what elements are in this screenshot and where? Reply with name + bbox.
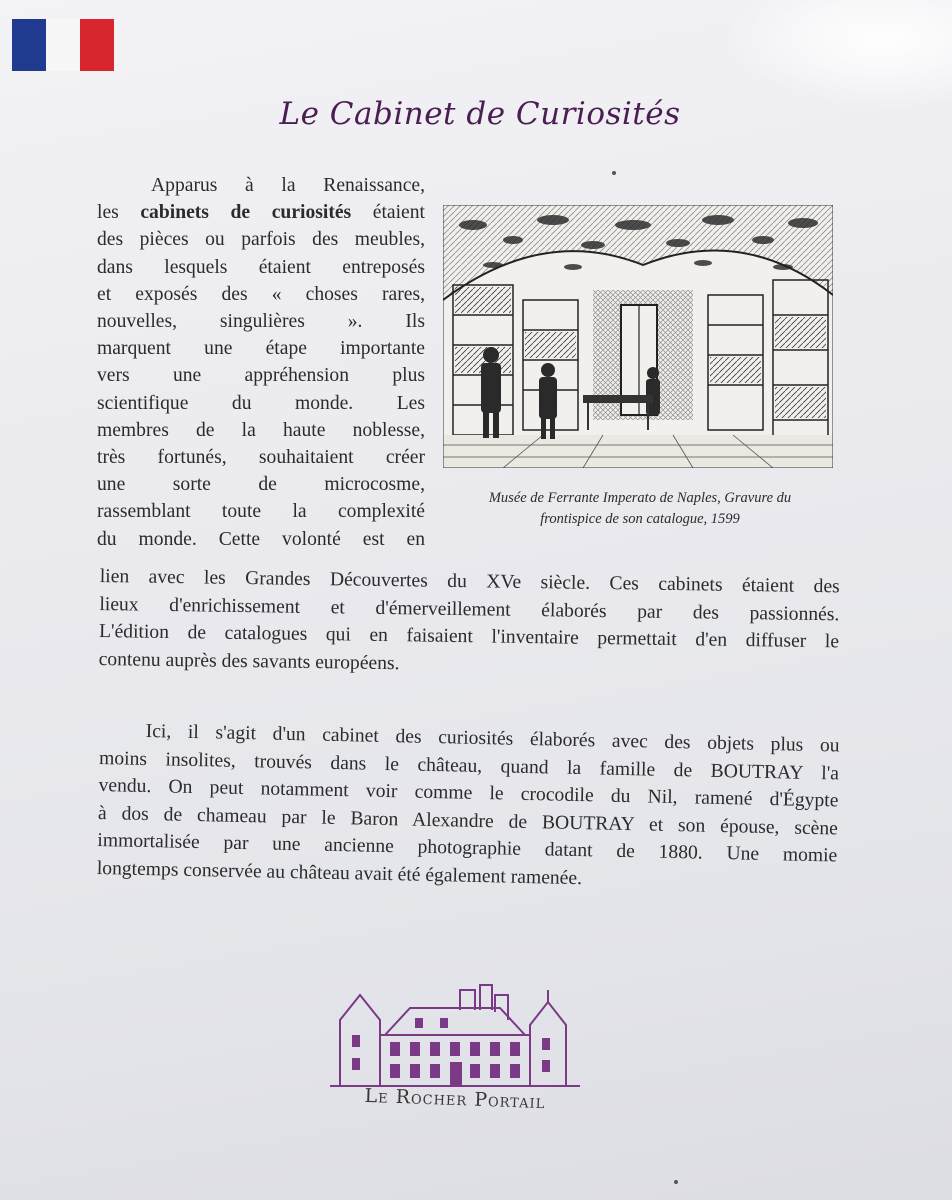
intro-line: les cabinets de curiosités étaient <box>97 202 425 224</box>
paragraph-cabinet <box>97 717 840 898</box>
intro-line: membres de la haute noblesse, <box>97 419 425 441</box>
intro-line: rassemblant toute la complexité <box>97 501 425 523</box>
intro-line: Apparus à la Renaissance, <box>151 175 425 196</box>
paragraph-line: lieux d'enrichissement et d'émerveillement élaborés par des passionnés. <box>99 593 840 625</box>
paragraph-line: contenu auprès des savants européens. <box>98 648 400 674</box>
paragraph-line: longtemps conservée au château avait été également ramenée. <box>96 857 583 890</box>
intro-line: très fortunés, souhaitaient créer <box>97 447 425 469</box>
intro-line: du monde. Cette volonté est en <box>97 528 425 550</box>
paragraph-line: moins insolites, trouvés dans le château, quand la famille de BOUTRAY l'a <box>98 747 840 785</box>
paragraph-line: à dos de chameau par le Baron Alexandre de BOUTRAY et son épouse, scène <box>97 802 839 840</box>
paragraph-line: L'édition de catalogues qui en faisaient l'inventaire permettait d'en diffuser le <box>98 621 840 653</box>
paragraph-history <box>98 563 839 684</box>
intro-text <box>97 172 425 553</box>
french-flag-icon <box>12 19 114 71</box>
paragraph-line: Ici, il s'agit d'un cabinet des curiosités élaborés avec des objets plus ou <box>145 720 840 757</box>
intro-line: vers une appréhension plus <box>97 365 425 387</box>
figure-caption <box>440 488 840 530</box>
paragraph-line: vendu. On peut notamment voir comme le crocodile du Nil, ramené d'Égypte <box>98 775 839 812</box>
speck <box>674 1180 678 1184</box>
intro-line: et exposés des « choses rares, <box>97 283 425 305</box>
intro-line: marquent une étape importante <box>97 338 425 360</box>
caption-line: Musée de Ferrante Imperato de Naples, Gravure du <box>488 490 792 506</box>
light-glare <box>722 0 952 110</box>
intro-line: nouvelles, singulières ». Ils <box>97 311 425 333</box>
logo-wordmark: Le Rocher Portail <box>364 1084 546 1114</box>
intro-line: scientifique du monde. Les <box>97 392 425 414</box>
caption-line: frontispice de son catalogue, 1599 <box>540 511 740 527</box>
chateau-logo-icon <box>330 980 580 1140</box>
intro-line: dans lesquels étaient entreposés <box>97 256 425 278</box>
page-title: Le Cabinet de Curiosités <box>279 96 681 132</box>
emphasis-term: cabinets de curiosités <box>140 202 352 224</box>
intro-line: une sorte de microcosme, <box>97 474 425 496</box>
paragraph-line: lien avec les Grandes Découvertes du XVe siècle. Ces cabinets étaient des <box>99 565 840 598</box>
speck <box>612 171 616 175</box>
paragraph-line: immortalisée par une ancienne photographie datant de 1880. Une momie <box>97 830 838 867</box>
intro-line: des pièces ou parfois des meubles, <box>97 229 425 251</box>
museum-engraving-illustration <box>443 205 833 468</box>
